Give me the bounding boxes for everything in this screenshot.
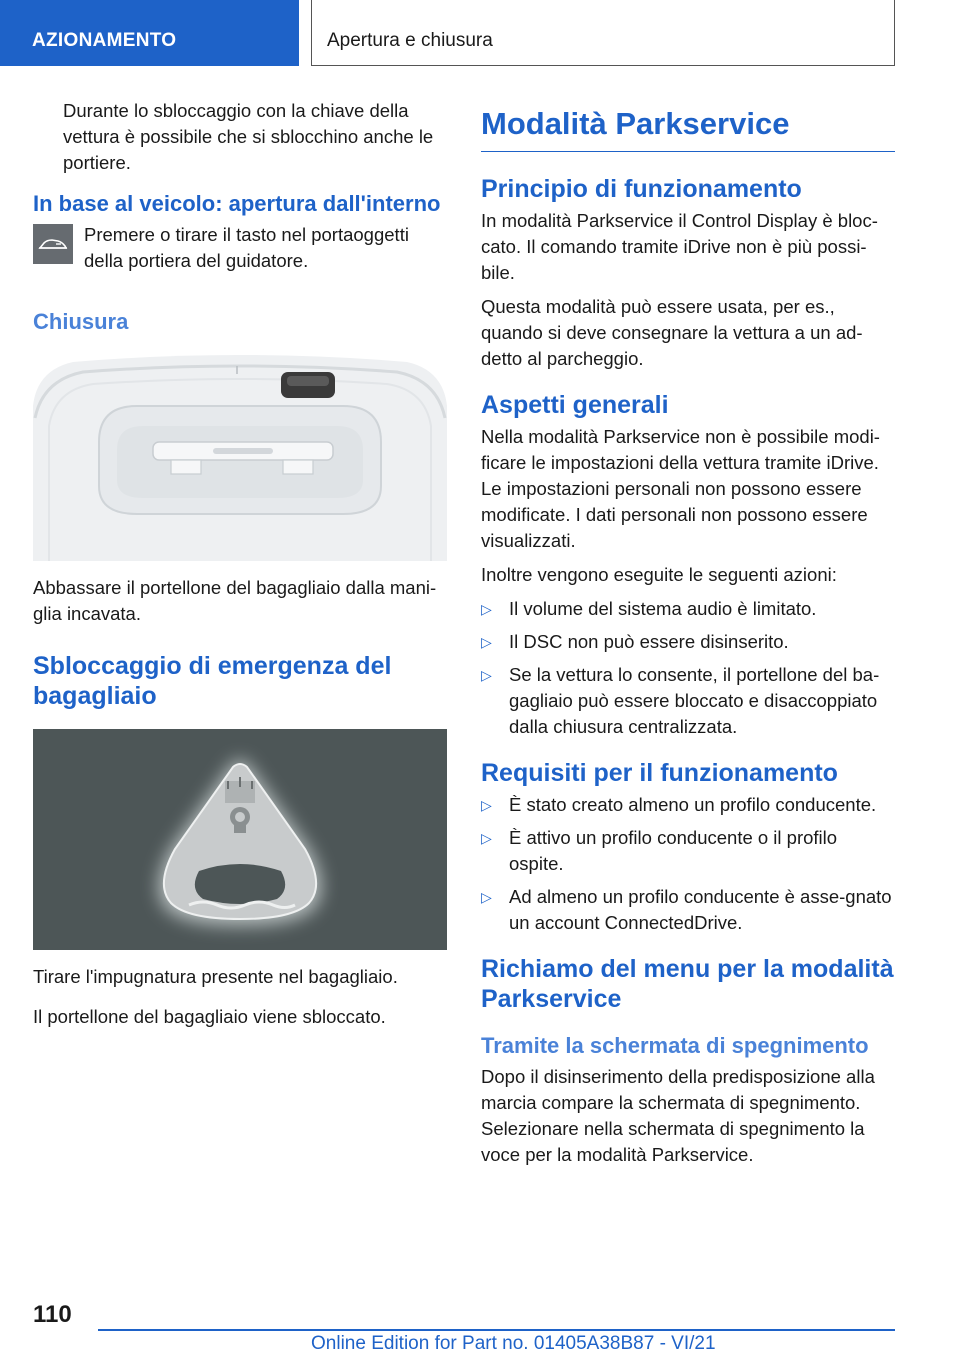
requirements-list xyxy=(481,792,895,936)
parkservice-title: Modalità Parkservice xyxy=(481,106,895,152)
inside-opening-text: Premere o tirare il tasto nel portaoggetti della portiera del guidatore. xyxy=(84,224,409,271)
list-item: ▷ Ad almeno un profilo conducente è asse-gnato un account ConnectedDrive. xyxy=(481,886,892,933)
principle-p2: Questa modalità può essere usata, per es., quando si deve consegnare la vettura a un ad-detto al parcheggio. xyxy=(481,296,863,369)
closing-text: Abbassare il portellone del bagagliaio dalla mani-glia incavata. xyxy=(33,577,437,624)
triangle-bullet-icon: ▷ xyxy=(481,889,492,905)
menu-heading: Richiamo del menu per la modalità Parkservice xyxy=(481,955,894,1013)
triangle-bullet-icon: ▷ xyxy=(481,797,492,813)
actions-list xyxy=(481,596,895,740)
general-heading: Aspetti generali xyxy=(481,391,669,419)
list-item: ▷ Il DSC non può essere disinserito. xyxy=(481,629,895,655)
principle-p1: In modalità Parkservice il Control Display è bloc-cato. Il comando tramite iDrive non è più possi-bile. xyxy=(481,210,878,283)
principle-heading: Principio di funzionamento xyxy=(481,175,802,203)
emergency-release-figure xyxy=(33,729,447,950)
right-column xyxy=(481,98,895,1176)
header-chapter-box xyxy=(311,0,895,66)
list-item: ▷ È stato creato almeno un profilo conducente. xyxy=(481,792,895,818)
shutdown-text: Dopo il disinserimento della predisposizione alla marcia compare la schermata di spegnimento. Selezionare nella schermata di spegnimento la voce per la modalità Parkservice. xyxy=(481,1066,875,1165)
left-column xyxy=(33,98,447,1038)
header-section-label: AZIONAMENTO xyxy=(32,30,177,51)
emergency-heading: Sbloccaggio di emergenza del bagagliaio xyxy=(33,652,392,710)
requirements-heading: Requisiti per il funzionamento xyxy=(481,759,838,787)
inside-opening-heading: In base al veicolo: apertura dall'interno xyxy=(33,191,441,216)
list-item: ▷ È attivo un profilo conducente o il profilo ospite. xyxy=(481,827,838,874)
general-p1: Nella modalità Parkservice non è possibile modi-ficare le impostazioni della vettura tramite iDrive. Le impostazioni personali non possono essere modificate. I dati personali non possono essere visualizzati. xyxy=(481,426,880,551)
emergency-text-2: Il portellone del bagagliaio viene sbloccato. xyxy=(33,1006,386,1027)
triangle-bullet-icon: ▷ xyxy=(481,634,492,650)
footer-rule xyxy=(98,1329,895,1331)
closing-heading: Chiusura xyxy=(33,309,129,334)
page-number: 110 xyxy=(33,1301,72,1328)
triangle-bullet-icon: ▷ xyxy=(481,667,492,683)
shutdown-heading: Tramite la schermata di spegnimento xyxy=(481,1033,869,1058)
emergency-text-1: Tirare l'impugnatura presente nel bagagliaio. xyxy=(33,966,398,987)
trunk-handle-figure xyxy=(33,346,447,561)
inside-opening-row xyxy=(33,222,447,274)
triangle-bullet-icon: ▷ xyxy=(481,601,492,617)
intro-text: Durante lo sbloccaggio con la chiave della vettura è possibile che si sblocchino anche le portiere. xyxy=(63,100,434,173)
list-item: ▷ Il volume del sistema audio è limitato. xyxy=(481,596,895,622)
triangle-bullet-icon: ▷ xyxy=(481,830,492,846)
header-chapter-label: Apertura e chiusura xyxy=(327,30,493,51)
general-p2: Inoltre vengono eseguite le seguenti azioni: xyxy=(481,564,837,585)
car-icon xyxy=(33,224,73,264)
header-section-tab xyxy=(0,0,299,66)
footer-edition: Online Edition for Part no. 01405A38B87 - VI/21 xyxy=(311,1333,716,1354)
list-item: ▷ Se la vettura lo consente, il portellone del ba-gagliaio può essere bloccato e disaccoppiato dalla chiusura centralizzata. xyxy=(481,664,880,737)
